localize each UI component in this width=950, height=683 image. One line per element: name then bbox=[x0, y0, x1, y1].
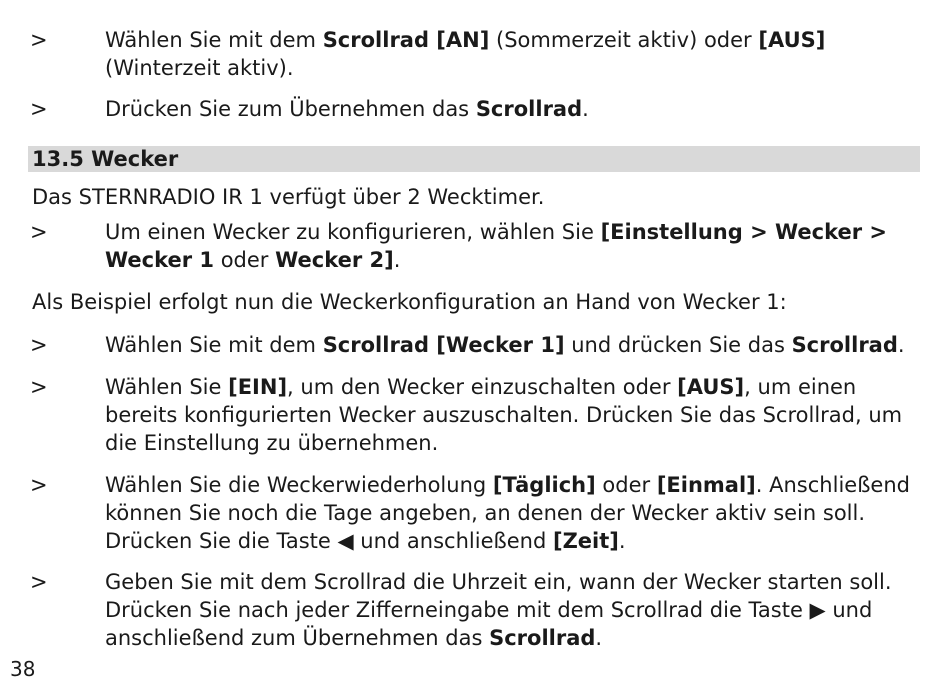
bold-text: Wecker 2] bbox=[275, 248, 394, 272]
text: . bbox=[618, 529, 626, 553]
text: und drücken Sie das bbox=[564, 333, 792, 357]
step-time-text bbox=[105, 568, 915, 652]
step-marker: > bbox=[30, 375, 48, 399]
bold-text: Scrollrad bbox=[791, 333, 898, 357]
bold-text: [Zeit] bbox=[552, 529, 619, 553]
text: . bbox=[393, 248, 401, 272]
text: anschließend zum Übernehmen das bbox=[105, 626, 490, 650]
text: Drücken Sie zum Übernehmen das bbox=[105, 97, 476, 121]
page-number: 38 bbox=[10, 657, 36, 681]
bold-text: [Einmal] bbox=[656, 473, 756, 497]
section-heading-bar bbox=[28, 146, 920, 172]
text: Wählen Sie mit dem bbox=[105, 333, 323, 357]
step-configure-line-2 bbox=[105, 246, 915, 274]
step-marker: > bbox=[30, 570, 48, 594]
text: oder bbox=[214, 248, 276, 272]
step-marker: > bbox=[30, 220, 48, 244]
text: , um den Wecker einzuschalten oder bbox=[287, 375, 678, 399]
bold-text: Scrollrad bbox=[475, 97, 583, 121]
step-confirm-text bbox=[105, 95, 915, 123]
bold-text: Scrollrad [AN] bbox=[322, 28, 490, 52]
bold-text: Scrollrad bbox=[489, 626, 596, 650]
step-repeat-text bbox=[105, 471, 915, 555]
step-repeat-line-3 bbox=[105, 527, 915, 555]
step-marker: > bbox=[30, 28, 48, 52]
step-dst-line-1 bbox=[105, 26, 915, 54]
bold-text: [AUS] bbox=[758, 28, 826, 52]
step-on-off-line-1 bbox=[105, 373, 915, 401]
text: Um einen Wecker zu konfigurieren, wählen Sie bbox=[105, 220, 601, 244]
step-repeat-line-1 bbox=[105, 471, 915, 499]
bold-text: Wecker 1 bbox=[105, 248, 215, 272]
text: . bbox=[897, 333, 905, 357]
step-on-off-line-2: bereits konfigurierten Wecker auszuschalten. Drücken Sie das Scrollrad, um bbox=[105, 403, 903, 427]
step-on-off-text bbox=[105, 373, 915, 457]
text: Wählen Sie mit dem bbox=[105, 28, 323, 52]
bold-text: [EIN] bbox=[228, 375, 288, 399]
text: (Sommerzeit aktiv) oder bbox=[489, 28, 759, 52]
text: Drücken Sie die Taste ◀ und anschließend bbox=[105, 529, 553, 553]
text: , um einen bbox=[744, 375, 857, 399]
text: Wählen Sie die Weckerwiederholung bbox=[105, 473, 493, 497]
bold-text: [Täglich] bbox=[492, 473, 596, 497]
bold-text: [AUS] bbox=[677, 375, 745, 399]
text: Wählen Sie bbox=[105, 375, 229, 399]
step-time-line-1: Geben Sie mit dem Scrollrad die Uhrzeit ein, wann der Wecker starten soll. bbox=[105, 570, 892, 594]
step-marker: > bbox=[30, 333, 48, 357]
step-configure-text bbox=[105, 218, 915, 274]
step-time-line-3 bbox=[105, 624, 915, 652]
step-time-line-2: Drücken Sie nach jeder Zifferneingabe mit dem Scrollrad die Taste ▶ und bbox=[105, 598, 873, 622]
intro-paragraph: Das STERNRADIO IR 1 verfügt über 2 Wecktimer. bbox=[32, 185, 545, 209]
text: . Anschließend bbox=[755, 473, 910, 497]
text: . bbox=[595, 626, 603, 650]
step-repeat-line-2: können Sie noch die Tage angeben, an denen der Wecker aktiv sein soll. bbox=[105, 501, 866, 525]
step-configure-line-1 bbox=[105, 218, 915, 246]
step-dst-line-2: (Winterzeit aktiv). bbox=[105, 56, 294, 80]
step-marker: > bbox=[30, 473, 48, 497]
step-marker: > bbox=[30, 97, 48, 121]
text: . bbox=[582, 97, 589, 121]
example-paragraph: Als Beispiel erfolgt nun die Weckerkonfiguration an Hand von Wecker 1: bbox=[32, 290, 787, 314]
bold-text: [Einstellung > Wecker > bbox=[600, 220, 887, 244]
text: oder bbox=[595, 473, 657, 497]
bold-text: Scrollrad [Wecker 1] bbox=[322, 333, 565, 357]
section-title: 13.5 Wecker bbox=[32, 147, 179, 171]
step-dst-text bbox=[105, 26, 915, 82]
step-select-alarm-text bbox=[105, 331, 915, 359]
step-on-off-line-3: die Einstellung zu übernehmen. bbox=[105, 431, 439, 455]
